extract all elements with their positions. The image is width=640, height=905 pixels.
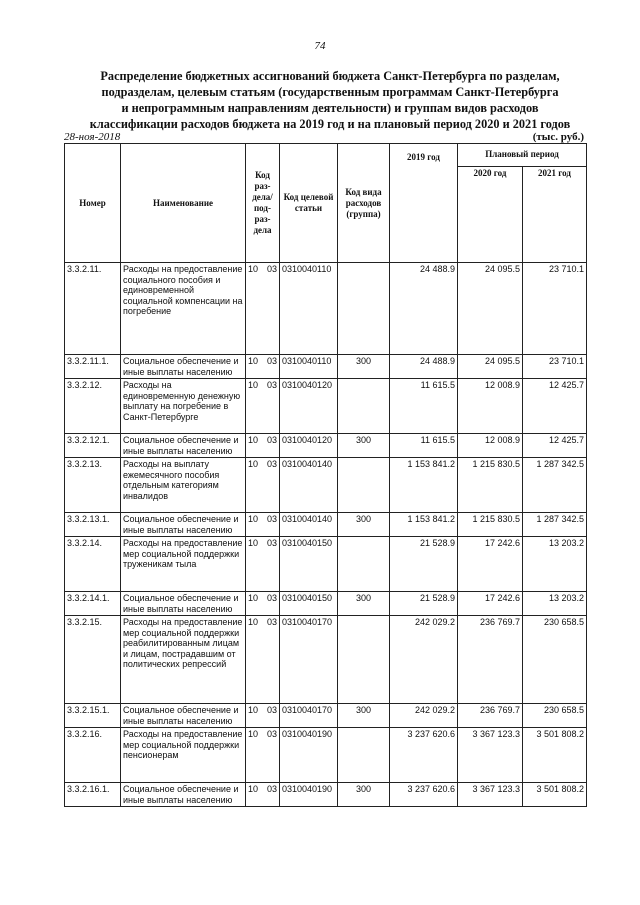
title-line: классификации расходов бюджета на 2019 год и на плановый период 2020 и 2021 годов bbox=[89, 117, 571, 131]
row-name: Социальное обеспечение и иные выплаты населению bbox=[121, 513, 246, 537]
header-number: Номер bbox=[65, 144, 121, 263]
row-amount-2021: 3 501 808.2 bbox=[523, 783, 587, 807]
row-amount-2021: 12 425.7 bbox=[523, 379, 587, 434]
row-section-code bbox=[246, 704, 280, 728]
units-label: (тыс. руб.) bbox=[532, 131, 584, 143]
row-group-code bbox=[338, 379, 390, 434]
row-section-code-part: 10 bbox=[248, 380, 259, 390]
title-line: подразделам, целевым статьям (государственным программам Санкт-Петербурга bbox=[101, 85, 559, 99]
row-group-code: 300 bbox=[338, 434, 390, 458]
header-2020: 2020 год bbox=[458, 166, 523, 262]
row-section-code-part: 10 bbox=[248, 514, 259, 524]
row-target-code: 0310040140 bbox=[280, 513, 338, 537]
header-name: Наименование bbox=[121, 144, 246, 263]
row-section-code-part: 10 bbox=[248, 356, 259, 366]
row-target-code: 0310040190 bbox=[280, 783, 338, 807]
row-amount-2020: 3 367 123.3 bbox=[458, 783, 523, 807]
row-subsection-code-part: 03 bbox=[266, 593, 277, 603]
row-target-code: 0310040110 bbox=[280, 263, 338, 355]
row-section-code-part: 10 bbox=[248, 459, 259, 469]
row-group-code bbox=[338, 458, 390, 513]
header-target-code: Код целевой статьи bbox=[280, 144, 338, 263]
row-amount-2021: 13 203.2 bbox=[523, 537, 587, 592]
row-number: 3.3.2.11.1. bbox=[65, 355, 121, 379]
row-subsection-code-part: 03 bbox=[266, 435, 277, 445]
table-row bbox=[65, 537, 587, 592]
row-amount-2019: 24 488.9 bbox=[390, 263, 458, 355]
row-subsection-code-part: 03 bbox=[266, 784, 277, 794]
row-amount-2019: 3 237 620.6 bbox=[390, 783, 458, 807]
table-row bbox=[65, 616, 587, 704]
header-group-code: Код вида расходов (группа) bbox=[338, 144, 390, 263]
table-row bbox=[65, 458, 587, 513]
row-number: 3.3.2.16.1. bbox=[65, 783, 121, 807]
row-name: Расходы на выплату ежемесячного пособия отдельным категориям инвалидов bbox=[121, 458, 246, 513]
row-section-code bbox=[246, 263, 280, 355]
title-line: Распределение бюджетных ассигнований бюджета Санкт-Петербурга по разделам, bbox=[100, 69, 560, 83]
row-section-code-part: 10 bbox=[248, 784, 259, 794]
row-section-code-part: 10 bbox=[248, 435, 259, 445]
row-subsection-code-part: 03 bbox=[266, 729, 277, 739]
row-amount-2020: 24 095.5 bbox=[458, 355, 523, 379]
row-target-code: 0310040120 bbox=[280, 434, 338, 458]
row-group-code bbox=[338, 616, 390, 704]
row-section-code bbox=[246, 537, 280, 592]
row-name: Расходы на предоставление мер социальной поддержки труженикам тыла bbox=[121, 537, 246, 592]
row-amount-2019: 1 153 841.2 bbox=[390, 513, 458, 537]
row-section-code bbox=[246, 434, 280, 458]
row-number: 3.3.2.14. bbox=[65, 537, 121, 592]
row-number: 3.3.2.14.1. bbox=[65, 592, 121, 616]
row-amount-2021: 3 501 808.2 bbox=[523, 728, 587, 783]
row-target-code: 0310040140 bbox=[280, 458, 338, 513]
row-section-code bbox=[246, 783, 280, 807]
row-name: Социальное обеспечение и иные выплаты населению bbox=[121, 783, 246, 807]
header-2019: 2019 год bbox=[390, 144, 458, 263]
row-subsection-code-part: 03 bbox=[266, 514, 277, 524]
table-row bbox=[65, 704, 587, 728]
row-section-code-part: 10 bbox=[248, 593, 259, 603]
row-group-code: 300 bbox=[338, 513, 390, 537]
row-number: 3.3.2.13. bbox=[65, 458, 121, 513]
row-group-code bbox=[338, 728, 390, 783]
row-amount-2019: 242 029.2 bbox=[390, 704, 458, 728]
row-amount-2020: 236 769.7 bbox=[458, 704, 523, 728]
page-number: 74 bbox=[314, 40, 326, 52]
row-name: Расходы на предоставление мер социальной поддержки пенсионерам bbox=[121, 728, 246, 783]
row-amount-2020: 3 367 123.3 bbox=[458, 728, 523, 783]
row-subsection-code-part: 03 bbox=[266, 617, 277, 627]
row-group-code: 300 bbox=[338, 783, 390, 807]
row-section-code bbox=[246, 355, 280, 379]
row-subsection-code-part: 03 bbox=[266, 356, 277, 366]
budget-table bbox=[64, 143, 587, 807]
row-amount-2020: 1 215 830.5 bbox=[458, 458, 523, 513]
row-amount-2021: 23 710.1 bbox=[523, 263, 587, 355]
header-section-code: Код раз-дела/ под-раз-дела bbox=[246, 144, 280, 263]
document-title bbox=[60, 68, 600, 132]
row-subsection-code-part: 03 bbox=[266, 264, 277, 274]
row-amount-2020: 12 008.9 bbox=[458, 434, 523, 458]
row-amount-2020: 17 242.6 bbox=[458, 592, 523, 616]
row-name: Социальное обеспечение и иные выплаты населению bbox=[121, 704, 246, 728]
row-target-code: 0310040170 bbox=[280, 704, 338, 728]
row-amount-2021: 1 287 342.5 bbox=[523, 513, 587, 537]
row-amount-2021: 12 425.7 bbox=[523, 434, 587, 458]
row-section-code-part: 10 bbox=[248, 264, 259, 274]
row-section-code-part: 10 bbox=[248, 705, 259, 715]
row-name: Социальное обеспечение и иные выплаты населению bbox=[121, 592, 246, 616]
row-number: 3.3.2.12.1. bbox=[65, 434, 121, 458]
row-section-code bbox=[246, 513, 280, 537]
row-section-code bbox=[246, 379, 280, 434]
row-target-code: 0310040110 bbox=[280, 355, 338, 379]
row-target-code: 0310040120 bbox=[280, 379, 338, 434]
row-group-code bbox=[338, 263, 390, 355]
row-target-code: 0310040170 bbox=[280, 616, 338, 704]
header-2021: 2021 год bbox=[523, 166, 587, 262]
row-name: Социальное обеспечение и иные выплаты населению bbox=[121, 434, 246, 458]
row-number: 3.3.2.11. bbox=[65, 263, 121, 355]
row-amount-2021: 13 203.2 bbox=[523, 592, 587, 616]
row-target-code: 0310040150 bbox=[280, 537, 338, 592]
table-row bbox=[65, 434, 587, 458]
row-amount-2019: 21 528.9 bbox=[390, 592, 458, 616]
row-amount-2020: 12 008.9 bbox=[458, 379, 523, 434]
row-group-code: 300 bbox=[338, 592, 390, 616]
row-target-code: 0310040150 bbox=[280, 592, 338, 616]
row-amount-2021: 230 658.5 bbox=[523, 704, 587, 728]
header-planned-period: Плановый период bbox=[458, 144, 587, 167]
row-amount-2019: 21 528.9 bbox=[390, 537, 458, 592]
row-amount-2019: 11 615.5 bbox=[390, 379, 458, 434]
row-subsection-code-part: 03 bbox=[266, 538, 277, 548]
row-name: Расходы на единовременную денежную выплату на погребение в Санкт-Петербурге bbox=[121, 379, 246, 434]
row-number: 3.3.2.15.1. bbox=[65, 704, 121, 728]
row-section-code bbox=[246, 592, 280, 616]
table-row bbox=[65, 592, 587, 616]
table-row bbox=[65, 379, 587, 434]
row-amount-2019: 3 237 620.6 bbox=[390, 728, 458, 783]
row-number: 3.3.2.13.1. bbox=[65, 513, 121, 537]
row-name: Расходы на предоставление социального пособия и единовременной социальной компенсации на погребение bbox=[121, 263, 246, 355]
row-amount-2021: 23 710.1 bbox=[523, 355, 587, 379]
row-group-code: 300 bbox=[338, 355, 390, 379]
table-row bbox=[65, 783, 587, 807]
row-amount-2021: 1 287 342.5 bbox=[523, 458, 587, 513]
row-group-code: 300 bbox=[338, 704, 390, 728]
row-amount-2020: 1 215 830.5 bbox=[458, 513, 523, 537]
row-number: 3.3.2.12. bbox=[65, 379, 121, 434]
row-section-code bbox=[246, 458, 280, 513]
row-target-code: 0310040190 bbox=[280, 728, 338, 783]
row-amount-2020: 236 769.7 bbox=[458, 616, 523, 704]
document-date: 28-ноя-2018 bbox=[64, 131, 121, 143]
row-number: 3.3.2.15. bbox=[65, 616, 121, 704]
row-section-code-part: 10 bbox=[248, 538, 259, 548]
title-line: и непрограммным направлениям деятельности) и группам видов расходов bbox=[121, 101, 539, 115]
table-row bbox=[65, 263, 587, 355]
row-subsection-code-part: 03 bbox=[266, 459, 277, 469]
row-amount-2019: 24 488.9 bbox=[390, 355, 458, 379]
row-amount-2021: 230 658.5 bbox=[523, 616, 587, 704]
row-section-code bbox=[246, 728, 280, 783]
row-number: 3.3.2.16. bbox=[65, 728, 121, 783]
row-amount-2019: 242 029.2 bbox=[390, 616, 458, 704]
row-section-code-part: 10 bbox=[248, 729, 259, 739]
table-row bbox=[65, 355, 587, 379]
row-amount-2020: 24 095.5 bbox=[458, 263, 523, 355]
row-subsection-code-part: 03 bbox=[266, 380, 277, 390]
row-group-code bbox=[338, 537, 390, 592]
row-name: Расходы на предоставление мер социальной поддержки реабилитированным лицам и лицам, пострадавшим от политических репрессий bbox=[121, 616, 246, 704]
table-row bbox=[65, 513, 587, 537]
row-amount-2019: 1 153 841.2 bbox=[390, 458, 458, 513]
row-amount-2019: 11 615.5 bbox=[390, 434, 458, 458]
row-name: Социальное обеспечение и иные выплаты населению bbox=[121, 355, 246, 379]
row-amount-2020: 17 242.6 bbox=[458, 537, 523, 592]
row-section-code bbox=[246, 616, 280, 704]
table-row bbox=[65, 728, 587, 783]
row-subsection-code-part: 03 bbox=[266, 705, 277, 715]
row-section-code-part: 10 bbox=[248, 617, 259, 627]
